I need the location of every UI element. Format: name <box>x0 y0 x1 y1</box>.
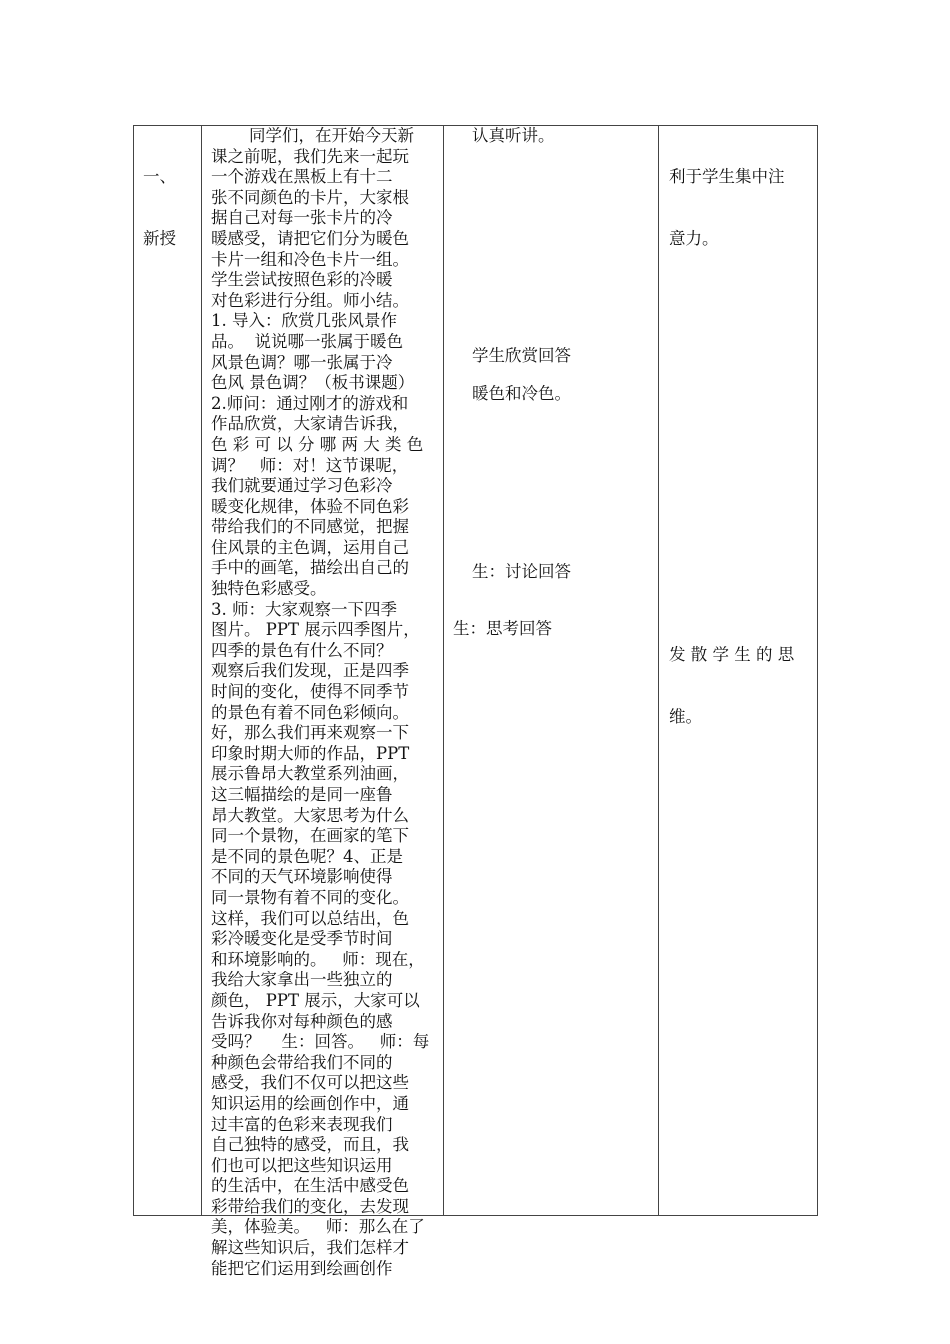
teacher-activity-line: 颜色， PPT 展示，大家可以 <box>211 990 420 1010</box>
teacher-activity-line: 调？ 师：对！这节课呢， <box>211 455 409 475</box>
teacher-activity-line: 张不同颜色的卡片，大家根 <box>211 187 409 207</box>
teacher-activity-line: 彩冷暖变化是受季节时间 <box>211 929 393 949</box>
teacher-activity-line: 风景色调？哪一张属于冷 <box>211 352 393 372</box>
teacher-activity-line: 昂大教堂。大家思考为什么 <box>211 805 409 825</box>
teacher-activity-line: 2.师问：通过刚才的游戏和 <box>211 393 409 413</box>
teacher-activity-line: 解这些知识后，我们怎样才 <box>211 1238 409 1258</box>
intent-line: 维。 <box>669 706 702 726</box>
section-label-cell <box>143 126 176 291</box>
teacher-activity-line: 3. 师：大家观察一下四季 <box>211 599 397 619</box>
teacher-activity-line: 这三幅描绘的是同一座鲁 <box>211 785 393 804</box>
teacher-activity-line: 彩带给我们的变化，去发现 <box>211 1196 409 1216</box>
teacher-activity-line: 卡片一组和冷色卡片一组。 <box>211 249 409 269</box>
teacher-activity-line: 的生活中，在生活中感受色 <box>211 1176 409 1196</box>
teacher-activity-line: 色风 景色调？（板书课题） <box>211 373 415 393</box>
teacher-activity-line: 独特色彩感受。 <box>211 579 327 599</box>
teacher-activity-line: 暖感受，请把它们分为暖色 <box>211 228 409 248</box>
student-think: 生：思考回答 <box>453 619 552 638</box>
column-divider <box>201 126 202 1215</box>
student-discuss: 生：讨论回答 <box>472 562 571 581</box>
teacher-activity-line: 作品欣赏，大家请告诉我， <box>211 414 409 434</box>
teacher-activity-line: 这样，我们可以总结出，色 <box>211 908 409 928</box>
student-listen: 认真听讲。 <box>472 126 555 145</box>
teacher-activity-line: 一个游戏在黑板上有十二 <box>211 167 393 187</box>
teacher-activity-line: 和环境影响的。 师：现在， <box>211 949 425 969</box>
teacher-activity-line: 色 彩 可 以 分 哪 两 大 类 色 <box>211 434 424 454</box>
teacher-activity-line: 同一个景物，在画家的笔下 <box>211 826 409 846</box>
teacher-activity-line: 同一景物有着不同的变化。 <box>211 887 409 907</box>
teacher-activity-line: 们也可以把这些知识运用 <box>211 1155 393 1175</box>
intent-line: 利于学生集中注 <box>669 167 785 187</box>
teacher-activity-line: 手中的画笔，描绘出自己的 <box>211 558 409 578</box>
teacher-activity-line: 展示鲁昂大教堂系列油画， <box>211 764 409 784</box>
teacher-activity-line: 四季的景色有什么不同？ <box>211 640 393 660</box>
teacher-activity-line: 带给我们的不同感觉，把握 <box>211 517 409 537</box>
column-divider <box>443 126 444 1215</box>
intent-line: 意力。 <box>669 228 719 248</box>
lesson-plan-table <box>133 125 818 1278</box>
section-label-line: 一、 <box>143 167 176 187</box>
teacher-activity-line: 观察后我们发现，正是四季 <box>211 661 409 681</box>
teacher-activity-line: 课之前呢，我们先来一起玩 <box>211 146 409 166</box>
design-intent-focus <box>669 126 785 291</box>
teacher-activity-line: 种颜色会带给我们不同的 <box>211 1052 393 1072</box>
teacher-activity-line: 图片。 PPT 展示四季图片， <box>211 620 420 640</box>
teacher-activity-line: 对色彩进行分组。师小结。 <box>211 290 409 310</box>
teacher-activity-line: 过丰富的色彩来表现我们 <box>211 1114 393 1134</box>
teacher-activity-line: 不同的天气环境影响使得 <box>211 867 393 887</box>
teacher-activity-line: 印象时期大师的作品，PPT <box>211 743 410 763</box>
student-appreciate: 学生欣赏回答 <box>472 346 571 365</box>
intent-line: 发 散 学 生 的 思 <box>669 645 795 665</box>
teacher-activity-line: 1. 导入：欣赏几张风景作 <box>211 311 397 331</box>
teacher-activity-line: 受吗？ 生：回答。 师：每 <box>211 1032 430 1052</box>
section-label-line: 新授 <box>143 228 176 248</box>
teacher-activity-line: 学生尝试按照色彩的冷暖 <box>211 270 393 290</box>
teacher-activity-line: 住风景的主色调，运用自己 <box>211 537 409 557</box>
teacher-activity-cell <box>211 126 429 1279</box>
teacher-activity-line: 好，那么我们再来观察一下 <box>211 723 409 743</box>
teacher-activity-line: 是不同的景色呢？4、正是 <box>211 846 403 866</box>
teacher-activity-line: 时间的变化，使得不同季节 <box>211 682 409 702</box>
teacher-activity-line: 知识运用的绘画创作中，通 <box>211 1093 409 1113</box>
teacher-activity-line: 的景色有着不同色彩倾向。 <box>211 702 409 722</box>
teacher-activity-line: 感受，我们不仅可以把这些 <box>211 1073 409 1093</box>
teacher-activity-line: 暖变化规律，体验不同色彩 <box>211 496 409 516</box>
teacher-activity-line: 自己独特的感受，而且，我 <box>211 1135 409 1155</box>
teacher-activity-line: 告诉我你对每种颜色的感 <box>211 1011 393 1031</box>
teacher-activity-line: 我们就要通过学习色彩冷 <box>211 476 393 496</box>
design-intent-diverge <box>669 604 794 769</box>
student-warm-cold: 暖色和冷色。 <box>472 384 571 403</box>
teacher-activity-line: 同学们，在开始今天新 <box>249 126 414 145</box>
teacher-activity-line: 能把它们运用到绘画创作 <box>211 1258 393 1278</box>
column-divider <box>658 126 659 1215</box>
teacher-activity-line: 美，体验美。 师：那么在了 <box>211 1217 425 1237</box>
teacher-activity-line: 品。 说说哪一张属于暖色 <box>211 331 403 351</box>
teacher-activity-line: 据自己对每一张卡片的冷 <box>211 208 393 228</box>
teacher-activity-line: 我给大家拿出一些独立的 <box>211 970 393 990</box>
